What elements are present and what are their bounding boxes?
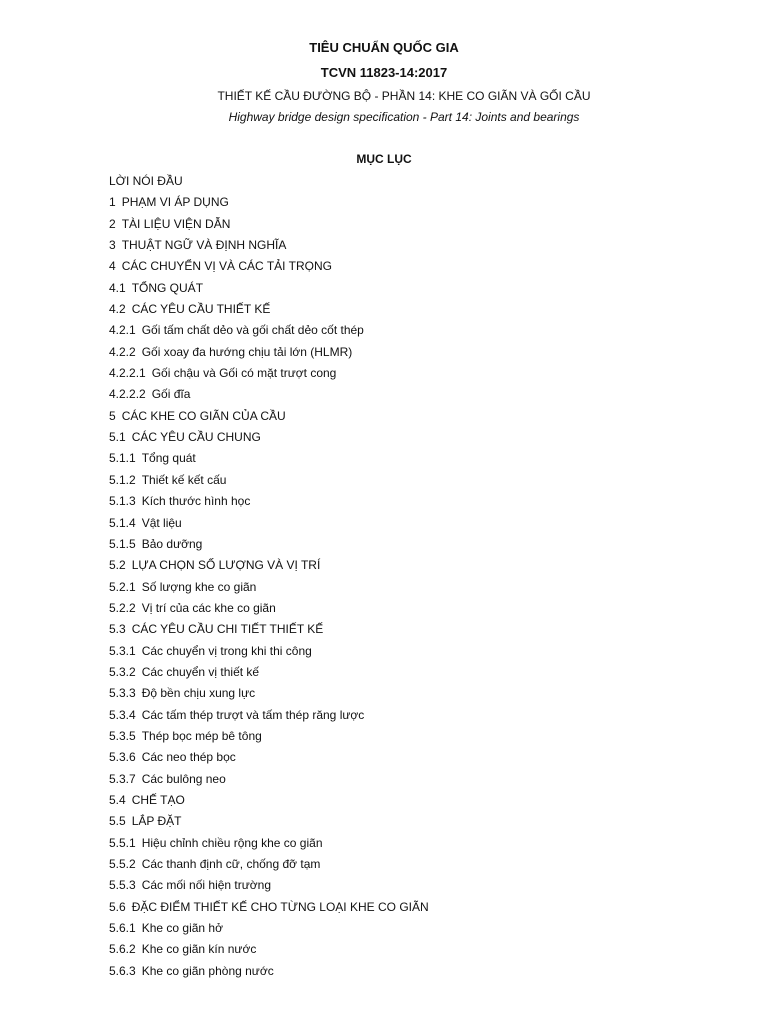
- toc-entry-number: 4.2.2.2: [109, 387, 146, 402]
- toc-entry: [109, 963, 429, 984]
- toc-entry-number: 2: [109, 216, 116, 231]
- toc-entry-title: Các bulông neo: [141, 771, 226, 786]
- toc-entry-title: ĐẶC ĐIỂM THIẾT KẾ CHO TỪNG LOẠI KHE CO GIÃN: [131, 899, 429, 914]
- toc-entry-number: 5.3.4: [109, 707, 136, 722]
- toc-entry-title: Tổng quát: [141, 451, 196, 466]
- toc-entry-number: 5.1.3: [109, 494, 136, 509]
- toc-entry: [109, 749, 429, 770]
- toc-entry-title: PHẠM VI ÁP DỤNG: [121, 195, 229, 210]
- toc-entry: [109, 344, 429, 365]
- toc-entry-title: Khe co giãn phòng nước: [141, 963, 274, 978]
- toc-entry: [109, 899, 429, 920]
- toc-entry-number: 5.4: [109, 792, 126, 807]
- toc-entry-title: CÁC YÊU CẦU CHUNG: [131, 430, 261, 445]
- toc-entry-title: Thép bọc mép bê tông: [141, 728, 262, 743]
- toc-entry-number: 5.3.5: [109, 728, 136, 743]
- toc-entry: [109, 472, 429, 493]
- table-of-contents: [109, 173, 429, 984]
- toc-entry-number: 5.1.5: [109, 536, 136, 551]
- toc-entry-title: CÁC KHE CO GIÃN CỦA CẦU: [121, 408, 286, 423]
- toc-entry-number: 5.2: [109, 558, 126, 573]
- toc-entry-number: 5.3.7: [109, 771, 136, 786]
- toc-entry-number: 5.6.1: [109, 921, 136, 936]
- toc-entry: [109, 493, 429, 514]
- toc-entry-title: Các chuyển vị trong khi thi công: [141, 643, 312, 658]
- toc-entry-title: Khe co giãn hở: [141, 921, 223, 936]
- toc-entry-title: Hiệu chỉnh chiều rộng khe co giãn: [141, 835, 323, 850]
- toc-entry-title: Các tấm thép trượt và tấm thép răng lược: [141, 707, 365, 722]
- toc-entry: [109, 813, 429, 834]
- toc-entry-number: 5.3.6: [109, 750, 136, 765]
- toc-entry: [109, 280, 429, 301]
- toc-entry: [109, 386, 429, 407]
- toc-entry: [109, 579, 429, 600]
- toc-entry-number: 5.1.4: [109, 515, 136, 530]
- toc-entry-title: Kích thước hình học: [141, 494, 251, 509]
- toc-entry-number: 5.1: [109, 430, 126, 445]
- toc-entry-number: 5.1.1: [109, 451, 136, 466]
- toc-entry-title: TÀI LIỆU VIỆN DẪN: [121, 216, 231, 231]
- toc-entry-number: 5.3.2: [109, 664, 136, 679]
- toc-entry: [109, 301, 429, 322]
- toc-entry: [109, 216, 429, 237]
- toc-entry-title: Các neo thép bọc: [141, 750, 236, 765]
- toc-entry-title: Vật liệu: [141, 515, 182, 530]
- toc-entry-number: 4.2.1: [109, 323, 136, 338]
- toc-entry: [109, 685, 429, 706]
- toc-entry: [109, 664, 429, 685]
- toc-entry-number: 5.6: [109, 899, 126, 914]
- toc-entry: [109, 941, 429, 962]
- toc-entry: [109, 707, 429, 728]
- toc-entry-title: Bảo dưỡng: [141, 536, 203, 551]
- toc-entry: [109, 365, 429, 386]
- toc-entry: [109, 258, 429, 279]
- toc-entry: [109, 600, 429, 621]
- toc-entry: [109, 835, 429, 856]
- toc-entry: [109, 920, 429, 941]
- toc-entry-title: Khe co giãn kín nước: [141, 942, 257, 957]
- toc-entry: [109, 877, 429, 898]
- toc-entry-number: 4: [109, 259, 116, 274]
- toc-entry-title: LỜI NÓI ĐẦU: [109, 174, 183, 188]
- toc-entry: [109, 322, 429, 343]
- toc-entry: [109, 429, 429, 450]
- toc-entry-number: 5.1.2: [109, 472, 136, 487]
- toc-entry-title: Thiết kế kết cấu: [141, 472, 227, 487]
- toc-entry: [109, 643, 429, 664]
- toc-entry-number: 3: [109, 238, 116, 253]
- toc-entry: [109, 515, 429, 536]
- toc-entry-title: THUẬT NGỮ VÀ ĐỊNH NGHĨA: [121, 238, 287, 253]
- toc-heading: MỤC LỤC: [356, 152, 412, 166]
- toc-entry-title: CÁC CHUYỂN VỊ VÀ CÁC TẢI TRỌNG: [121, 259, 332, 274]
- toc-entry-title: Các mối nối hiện trường: [141, 878, 271, 893]
- toc-entry-number: 5: [109, 408, 116, 423]
- standard-code: TCVN 11823-14:2017: [320, 65, 448, 80]
- toc-entry-title: LỰA CHỌN SỐ LƯỢNG VÀ VỊ TRÍ: [131, 558, 321, 573]
- toc-entry-number: 4.2.2.1: [109, 366, 146, 381]
- toc-entry-title: Các thanh định cữ, chống đỡ tạm: [141, 857, 321, 871]
- toc-entry-number: 5.3.1: [109, 643, 136, 658]
- toc-entry: [109, 621, 429, 642]
- toc-entry-number: 5.2.2: [109, 600, 136, 615]
- toc-entry-title: CÁC YÊU CẦU THIẾT KẾ: [131, 302, 271, 317]
- toc-entry-title: Vị trí của các khe co giãn: [141, 600, 276, 615]
- toc-entry: [109, 194, 429, 215]
- toc-entry-title: Các chuyển vị thiết kế: [141, 664, 260, 679]
- toc-entry-number: 5.6.3: [109, 963, 136, 978]
- toc-entry: [109, 557, 429, 578]
- toc-entry-title: CHẾ TẠO: [131, 792, 185, 807]
- document-title-english: Highway bridge design specification - Part 14: Joints and bearings: [228, 110, 580, 124]
- toc-entry-title: Gối chậu và Gối có mặt trượt cong: [151, 366, 337, 381]
- toc-entry: [109, 173, 429, 194]
- toc-entry-number: 5.3.3: [109, 686, 136, 701]
- toc-entry-title: Số lượng khe co giãn: [141, 579, 257, 594]
- toc-entry-title: Gối đĩa: [151, 387, 191, 402]
- toc-entry-number: 1: [109, 195, 116, 210]
- toc-entry-title: Độ bền chịu xung lực: [141, 686, 256, 701]
- toc-entry-title: Gối xoay đa hướng chịu tải lớn (HLMR): [141, 344, 353, 359]
- toc-entry-title: TỔNG QUÁT: [131, 280, 204, 295]
- toc-entry-number: 5.3: [109, 622, 126, 637]
- toc-entry-number: 5.5.2: [109, 857, 136, 871]
- document-title-vietnamese: THIẾT KẾ CẦU ĐƯỜNG BỘ - PHẦN 14: KHE CO GIÃN VÀ GỐI CẦU: [217, 89, 591, 103]
- toc-entry-number: 5.5.3: [109, 878, 136, 893]
- toc-entry-number: 4.1: [109, 280, 126, 295]
- toc-entry-number: 5.5: [109, 814, 126, 829]
- toc-entry: [109, 856, 429, 877]
- toc-entry-number: 5.6.2: [109, 942, 136, 957]
- toc-entry-number: 4.2.2: [109, 344, 136, 359]
- toc-entry: [109, 536, 429, 557]
- toc-entry: [109, 408, 429, 429]
- toc-entry-number: 5.5.1: [109, 835, 136, 850]
- standard-label: TIÊU CHUẨN QUỐC GIA: [309, 40, 459, 55]
- toc-entry: [109, 792, 429, 813]
- toc-entry: [109, 450, 429, 471]
- toc-entry-title: Gối tấm chất dẻo và gối chất dẻo cốt thép: [141, 323, 364, 338]
- toc-entry-number: 5.2.1: [109, 579, 136, 594]
- toc-entry-number: 4.2: [109, 302, 126, 317]
- toc-entry: [109, 237, 429, 258]
- toc-entry: [109, 728, 429, 749]
- toc-entry-title: CÁC YÊU CẦU CHI TIẾT THIẾT KẾ: [131, 622, 324, 637]
- toc-entry: [109, 771, 429, 792]
- toc-entry-title: LẮP ĐẶT: [131, 814, 182, 829]
